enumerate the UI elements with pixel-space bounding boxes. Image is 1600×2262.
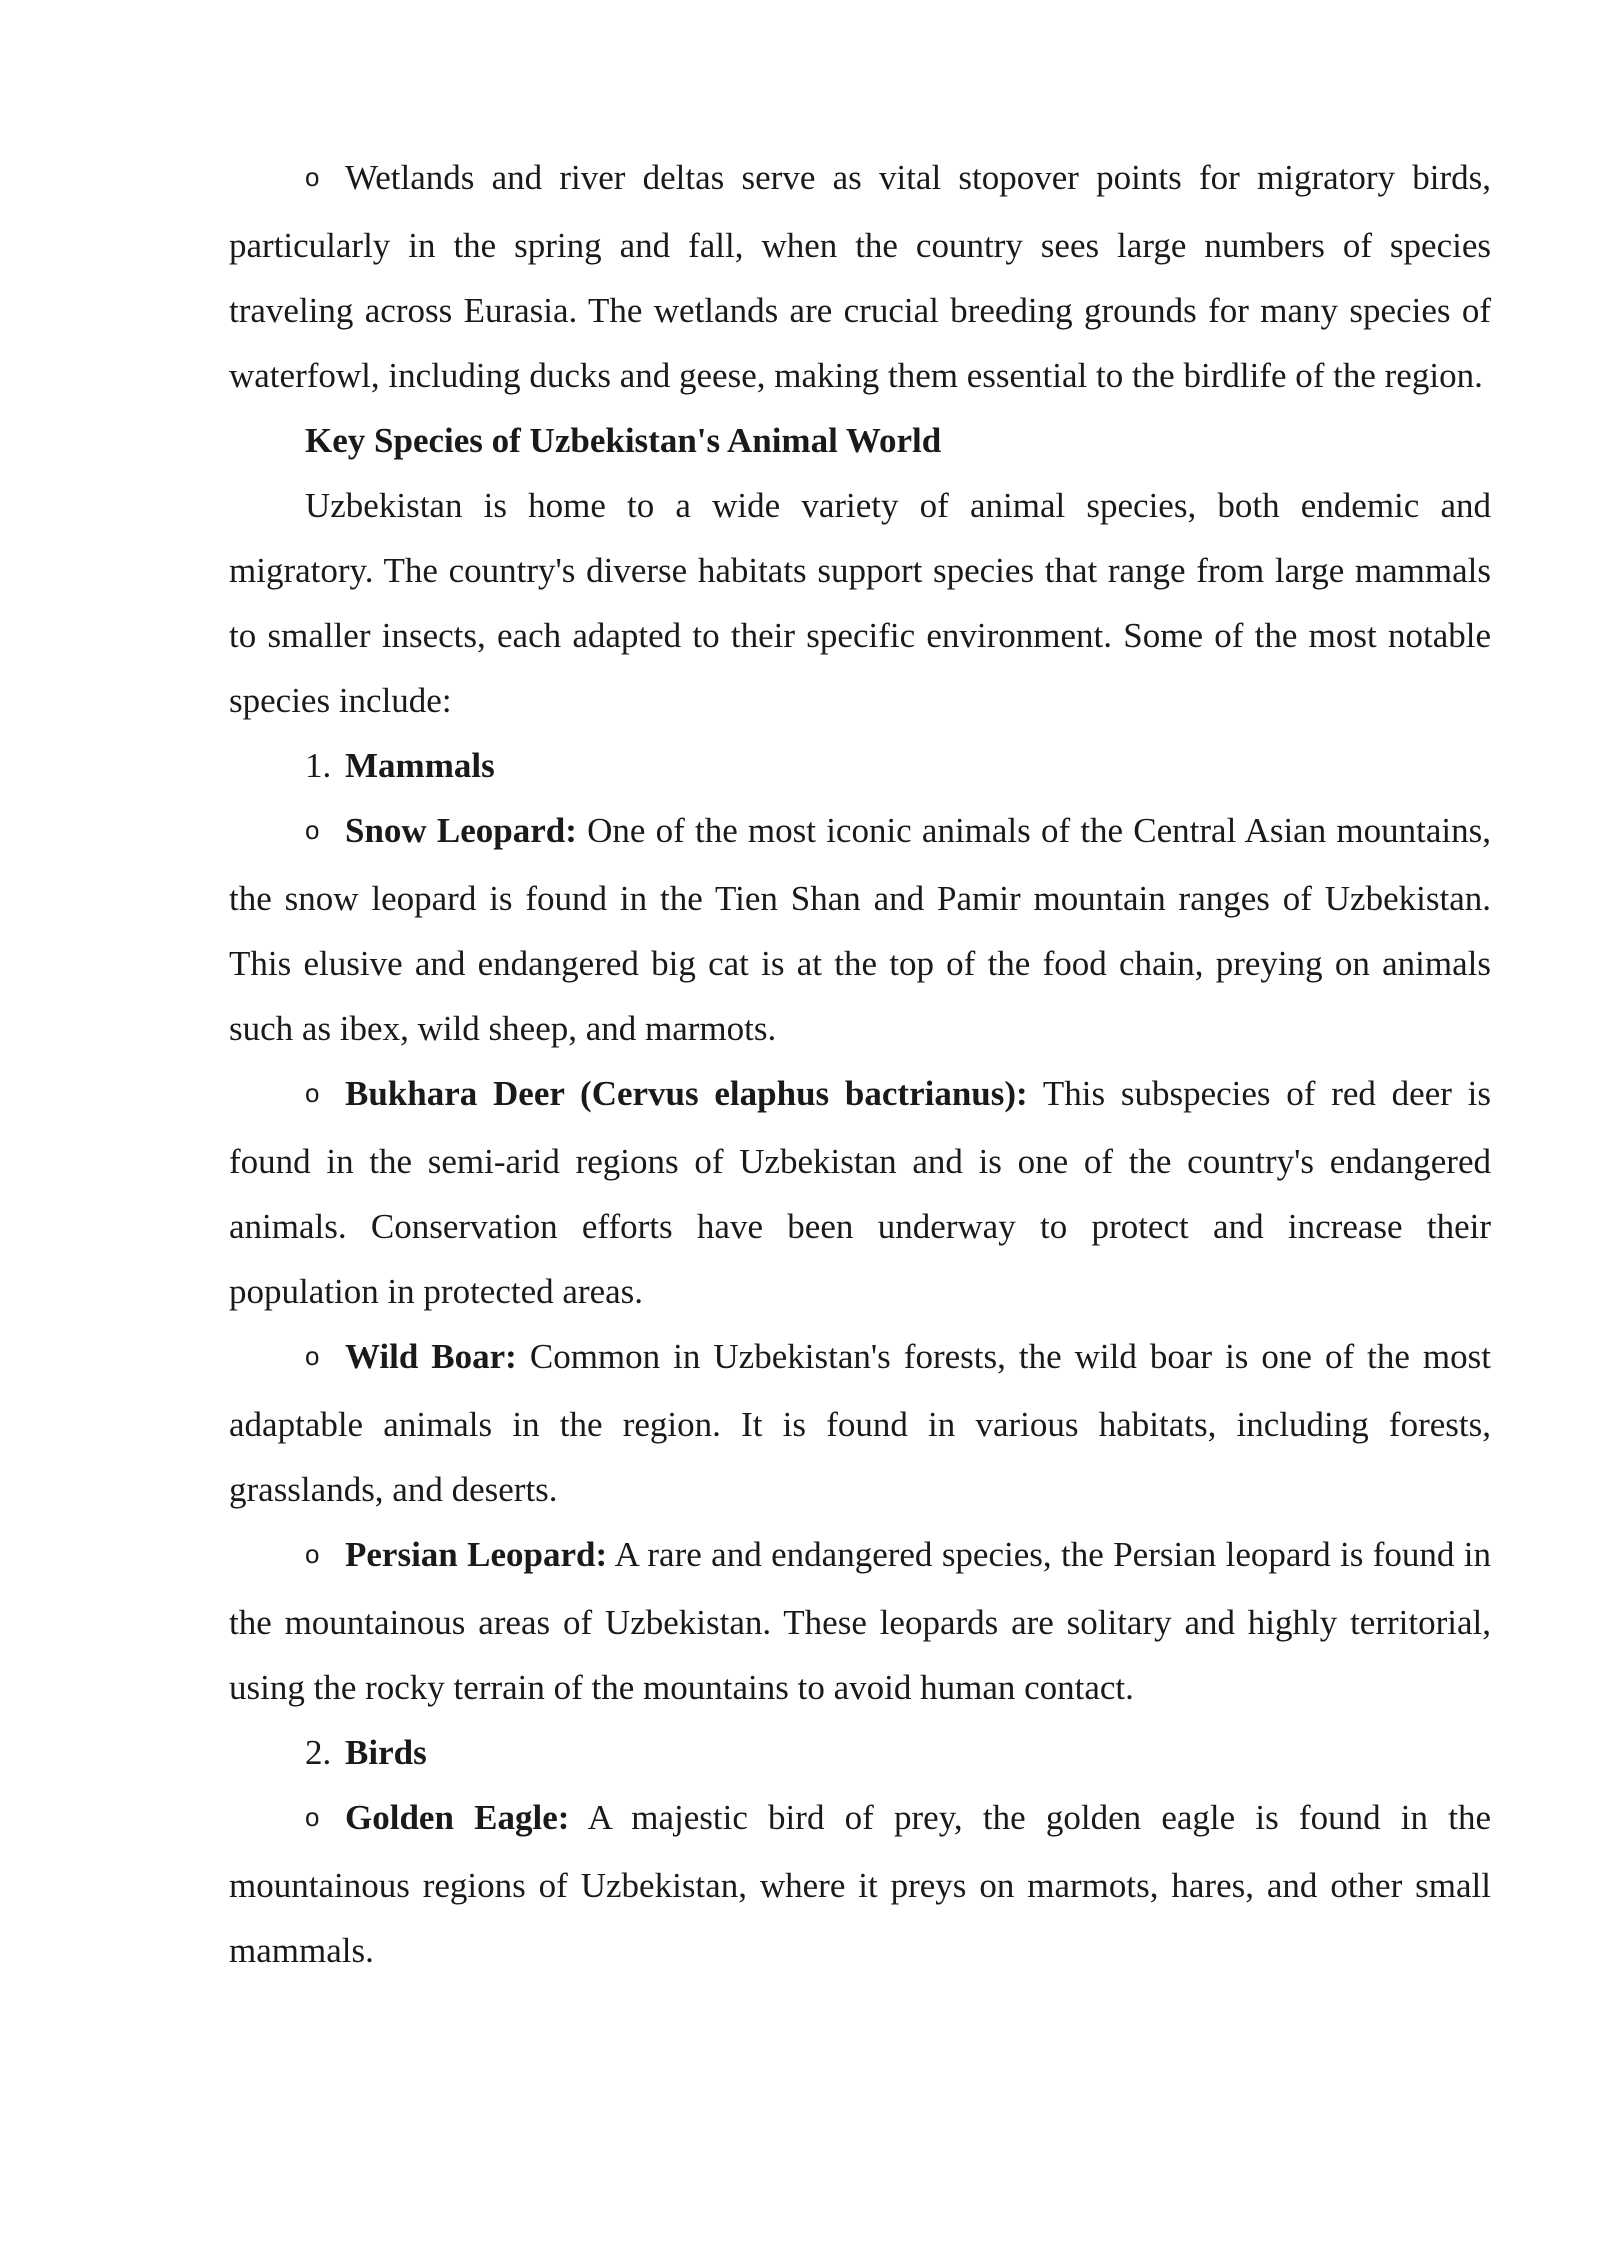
species-description: Common in Uzbekistan's forests, the wild boar is one of the most adaptable animals in the region. It is found in various habitats, including forests, grasslands, and deserts. (229, 1337, 1491, 1509)
species-item-golden-eagle (229, 1785, 1491, 1983)
category-birds-heading (229, 1720, 1491, 1785)
species-description: A majestic bird of prey, the golden eagle is found in the mountainous regions of Uzbekistan, where it preys on marmots, hares, and other small mammals. (229, 1798, 1491, 1970)
species-name: Golden Eagle: (345, 1798, 570, 1837)
species-description: One of the most iconic animals of the Central Asian mountains, the snow leopard is found in the Tien Shan and Pamir mountain ranges of Uzbekistan. This elusive and endangered big cat is at the top of the food chain, preying on animals such as ibex, wild sheep, and marmots. (229, 811, 1491, 1048)
bullet-marker: o (305, 1802, 320, 1832)
species-name: Persian Leopard: (345, 1535, 608, 1574)
bullet-marker: o (305, 162, 320, 192)
category-number: 2. (305, 1733, 332, 1772)
species-item-persian-leopard (229, 1522, 1491, 1720)
species-name: Wild Boar: (345, 1337, 517, 1376)
bullet-marker: o (305, 1539, 320, 1569)
category-number: 1. (305, 746, 332, 785)
document-page (229, 145, 1491, 1983)
species-item-wild-boar (229, 1324, 1491, 1522)
category-title: Mammals (345, 746, 495, 785)
bullet-marker: o (305, 1078, 320, 1108)
species-description: A rare and endangered species, the Persian leopard is found in the mountainous areas of Uzbekistan. These leopards are solitary and highly territorial, using the rocky terrain of the mountains to avoid human contact. (229, 1535, 1492, 1707)
species-item-bukhara-deer (229, 1061, 1491, 1324)
wetlands-bullet-text: Wetlands and river deltas serve as vital stopover points for migratory birds, particularly in the spring and fall, when the country sees large numbers of species traveling across Eurasia. The wetlands are crucial breeding grounds for many species of waterfowl, including ducks and geese, making them essential to the birdlife of the region. (229, 158, 1491, 395)
bullet-marker: o (305, 1341, 320, 1371)
section-intro: Uzbekistan is home to a wide variety of animal species, both endemic and migratory. The country's diverse habitats support species that range from large mammals to smaller insects, each adapted to their specific environment. Some of the most notable species include: (229, 486, 1491, 720)
species-description: This subspecies of red deer is found in the semi-arid regions of Uzbekistan and is one of the country's endangered animals. Conservation efforts have been underway to protect and increase their population in protected areas. (229, 1074, 1491, 1311)
category-title: Birds (345, 1733, 427, 1772)
species-name: Bukhara Deer (Cervus elaphus bactrianus): (345, 1074, 1028, 1113)
bullet-marker: o (305, 815, 320, 845)
category-mammals-heading (229, 733, 1491, 798)
wetlands-bullet (229, 145, 1491, 408)
species-name: Snow Leopard: (345, 811, 577, 850)
section-heading: Key Species of Uzbekistan's Animal World (305, 421, 942, 460)
species-item-snow-leopard (229, 798, 1491, 1061)
